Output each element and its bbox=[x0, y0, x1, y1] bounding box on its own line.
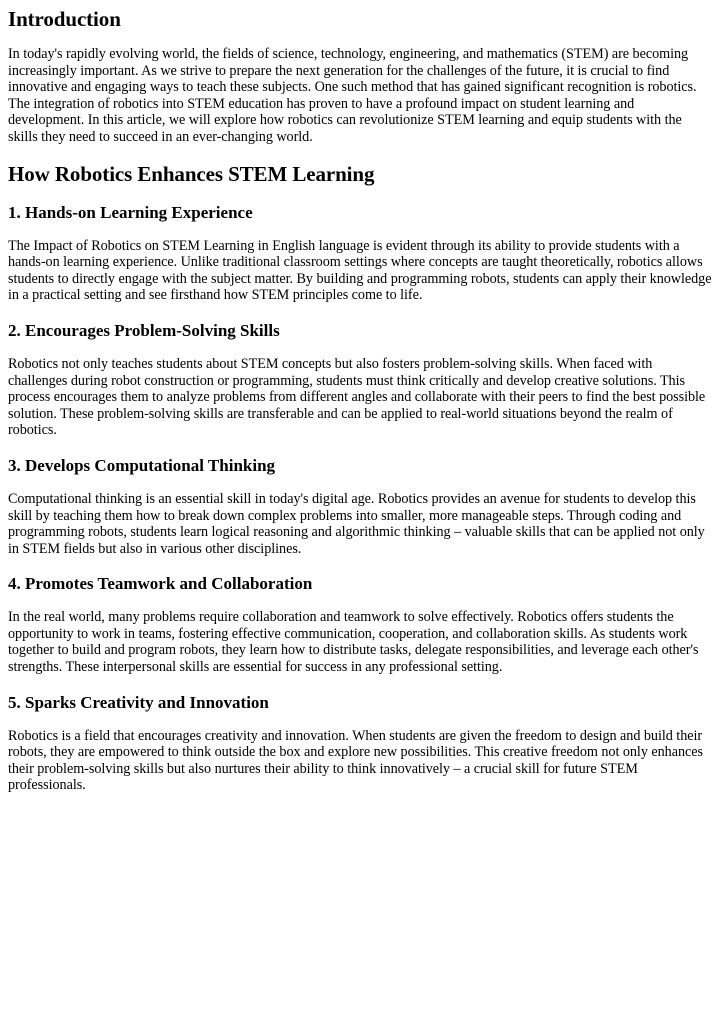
introduction-heading: Introduction bbox=[8, 7, 121, 31]
document-page bbox=[0, 7, 720, 794]
subsection-heading-computational-thinking: 3. Develops Computational Thinking bbox=[8, 455, 276, 475]
subsection-paragraph-hands-on: The Impact of Robotics on STEM Learning in English language is evident through its ability to provide students with a hands-on learning experience. Unlike traditional classroom settings where concepts are taught theoretically, robotics allows students to directly engage with the subject matter. By building and programming robots, students can apply their knowledge in a practical setting and see firsthand how STEM principles come to life. bbox=[8, 237, 712, 304]
subsection-heading-creativity: 5. Sparks Creativity and Innovation bbox=[8, 692, 269, 712]
subsection-paragraph-creativity: Robotics is a field that encourages creativity and innovation. When students are given the freedom to design and build their robots, they are empowered to think outside the box and explore new possibilities. This creative freedom not only enhances their problem-solving skills but also nurtures their ability to think innovatively – a crucial skill for future STEM professionals. bbox=[8, 727, 703, 794]
introduction-paragraph: In today's rapidly evolving world, the fields of science, technology, engineering, and mathematics (STEM) are becoming increasingly important. As we strive to prepare the next generation for the challenges of the future, it is crucial to find innovative and engaging ways to teach these subjects. One such method that has gained significant recognition is robotics. The integration of robotics into STEM education has proven to have a profound impact on student learning and development. In this article, we will explore how robotics can revolutionize STEM learning and equip students with the skills they need to succeed in an ever-changing world. bbox=[8, 46, 697, 145]
subsection-paragraph-computational-thinking: Computational thinking is an essential skill in today's digital age. Robotics provides an avenue for students to develop this skill by teaching them how to break down complex problems into smaller, more manageable steps. Through coding and programming robots, students learn logical reasoning and algorithmic thinking – valuable skills that can be applied not only in STEM fields but also in various other disciplines. bbox=[8, 490, 705, 557]
subsection-paragraph-problem-solving: Robotics not only teaches students about STEM concepts but also fosters problem-solving skills. When faced with challenges during robot construction or programming, students must think critically and develop creative solutions. This process encourages them to analyze problems from different angles and collaborate with their peers to find the best possible solution. These problem-solving skills are transferable and can be applied to real-world situations beyond the realm of robotics. bbox=[8, 355, 706, 439]
subsection-heading-problem-solving: 2. Encourages Problem-Solving Skills bbox=[8, 320, 280, 340]
subsection-heading-hands-on: 1. Hands-on Learning Experience bbox=[8, 202, 253, 222]
subsection-heading-teamwork: 4. Promotes Teamwork and Collaboration bbox=[8, 574, 313, 594]
section-heading: How Robotics Enhances STEM Learning bbox=[8, 161, 375, 186]
subsection-paragraph-teamwork: In the real world, many problems require collaboration and teamwork to solve effectively. Robotics offers students the opportunity to work in teams, fostering effective communication, cooperation, and collaboration skills. As students work together to build and program robots, they learn how to distribute tasks, delegate responsibilities, and leverage each other's strengths. These interpersonal skills are essential for success in any professional setting. bbox=[8, 609, 699, 676]
